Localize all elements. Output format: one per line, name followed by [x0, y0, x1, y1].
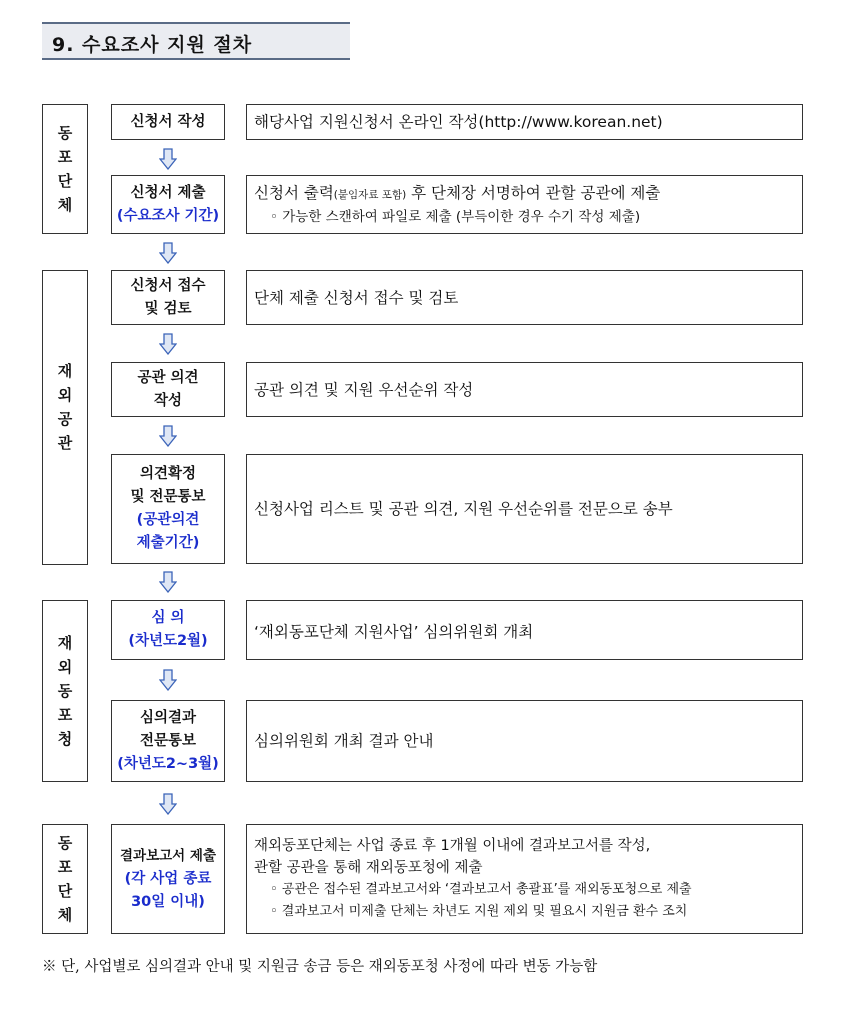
group-char: 단 — [57, 882, 73, 900]
group-char: 관 — [57, 434, 73, 452]
desc-part: 신청서 출력 — [254, 183, 334, 202]
desc-text: 해당사업 지원신청서 온라인 작성(http://www.korean.net) — [254, 113, 663, 131]
group-char: 포 — [57, 858, 73, 876]
group-char: 동 — [57, 124, 73, 142]
step-label: 및 전문통보 — [130, 489, 206, 505]
step-period: (수요조사 기간) — [116, 207, 220, 224]
step-label: 공관 의견 — [137, 369, 199, 386]
step-period: (각 사업 종료 — [124, 870, 212, 887]
down-arrow-icon — [159, 242, 177, 264]
down-arrow-icon — [159, 571, 177, 593]
footnote: ※ 단, 사업별로 심의결과 안내 및 지원금 송금 등은 재외동포청 사정에 따라 변동 가능함 — [42, 959, 598, 975]
step-label: 신청서 접수 — [130, 277, 206, 294]
group-label-applicant — [42, 104, 88, 234]
step-result-report — [111, 824, 225, 934]
down-arrow-icon — [159, 148, 177, 170]
group-char: 단 — [57, 172, 73, 190]
desc-sub-text: ◦ 공관은 접수된 결과보고서와 ‘결과보고서 총괄표’를 재외동포청으로 제출 — [270, 882, 692, 897]
desc-text: ‘재외동포단체 지원사업’ 심의위원회 개최 — [254, 623, 534, 641]
step-submit-application — [111, 175, 225, 234]
step-label: 전문통보 — [139, 732, 197, 749]
step-period: 제출기간) — [136, 535, 200, 551]
step-result-notice — [111, 700, 225, 782]
step-label: 작성 — [153, 392, 182, 409]
step-label: 신청서 작성 — [130, 113, 206, 130]
down-arrow-icon — [159, 669, 177, 691]
group-label-embassy — [42, 270, 88, 565]
step-label: 및 검토 — [144, 300, 192, 317]
group-char: 포 — [57, 706, 73, 724]
step-label: 신청서 제출 — [130, 184, 206, 201]
desc-text: 심의위원회 개최 결과 안내 — [254, 732, 434, 750]
desc-sub-text: ◦ 결과보고서 미제출 단체는 차년도 지원 제외 및 필요시 지원금 환수 조치 — [270, 904, 688, 919]
page-title: 9. 수요조사 지원 절차 — [52, 34, 253, 56]
group-char: 재 — [57, 634, 73, 652]
down-arrow-icon — [159, 793, 177, 815]
group-char: 재 — [57, 362, 73, 380]
step-desc-receive-review — [246, 270, 803, 325]
group-char: 동 — [57, 682, 73, 700]
desc-small-note: (붙임자료 포함) — [333, 188, 407, 201]
desc-text — [254, 182, 802, 206]
step-desc-write-application — [246, 104, 803, 140]
step-label: 의견확정 — [139, 466, 197, 482]
step-period: (차년도2월) — [128, 633, 208, 649]
group-char: 동 — [57, 834, 73, 852]
group-char: 공 — [57, 410, 73, 428]
step-write-application — [111, 104, 225, 140]
desc-text: 관할 공관을 통해 재외동포청에 제출 — [254, 860, 483, 876]
desc-text: 재외동포단체는 사업 종료 후 1개월 이내에 결과보고서를 작성, — [254, 838, 651, 854]
step-period: 30일 이내) — [131, 893, 205, 910]
step-label: 심의결과 — [139, 709, 197, 726]
step-label: 결과보고서 제출 — [120, 847, 216, 864]
desc-part: 후 단체장 서명하여 관할 공관에 제출 — [406, 183, 661, 202]
step-desc-deliberation — [246, 600, 803, 660]
down-arrow-icon — [159, 425, 177, 447]
desc-text: 신청사업 리스트 및 공관 의견, 지원 우선순위를 전문으로 송부 — [254, 500, 673, 518]
group-char: 청 — [57, 730, 73, 748]
group-label-agency — [42, 600, 88, 782]
group-char: 포 — [57, 148, 73, 166]
group-label-applicant-report — [42, 824, 88, 934]
step-deliberation — [111, 600, 225, 660]
group-char: 외 — [57, 386, 73, 404]
desc-text: 공관 의견 및 지원 우선순위 작성 — [254, 380, 474, 399]
step-period: (차년도2~3월) — [117, 755, 219, 772]
step-confirm-telegram — [111, 454, 225, 564]
step-desc-result-report — [246, 824, 803, 934]
step-desc-submit-application — [246, 175, 803, 234]
section-title-box — [42, 22, 350, 60]
group-char: 체 — [57, 906, 73, 924]
group-char: 체 — [57, 196, 73, 214]
step-embassy-opinion — [111, 362, 225, 417]
group-char: 외 — [57, 658, 73, 676]
down-arrow-icon — [159, 333, 177, 355]
step-period: (공관의견 — [136, 512, 200, 528]
desc-text: 단체 제출 신청서 접수 및 검토 — [254, 288, 459, 307]
step-desc-result-notice — [246, 700, 803, 782]
step-label: 심 의 — [151, 610, 185, 626]
step-desc-confirm-telegram — [246, 454, 803, 564]
step-desc-embassy-opinion — [246, 362, 803, 417]
step-receive-review — [111, 270, 225, 325]
desc-sub-text: ◦ 가능한 스캔하여 파일로 제출 (부득이한 경우 수기 작성 제출) — [270, 208, 641, 225]
